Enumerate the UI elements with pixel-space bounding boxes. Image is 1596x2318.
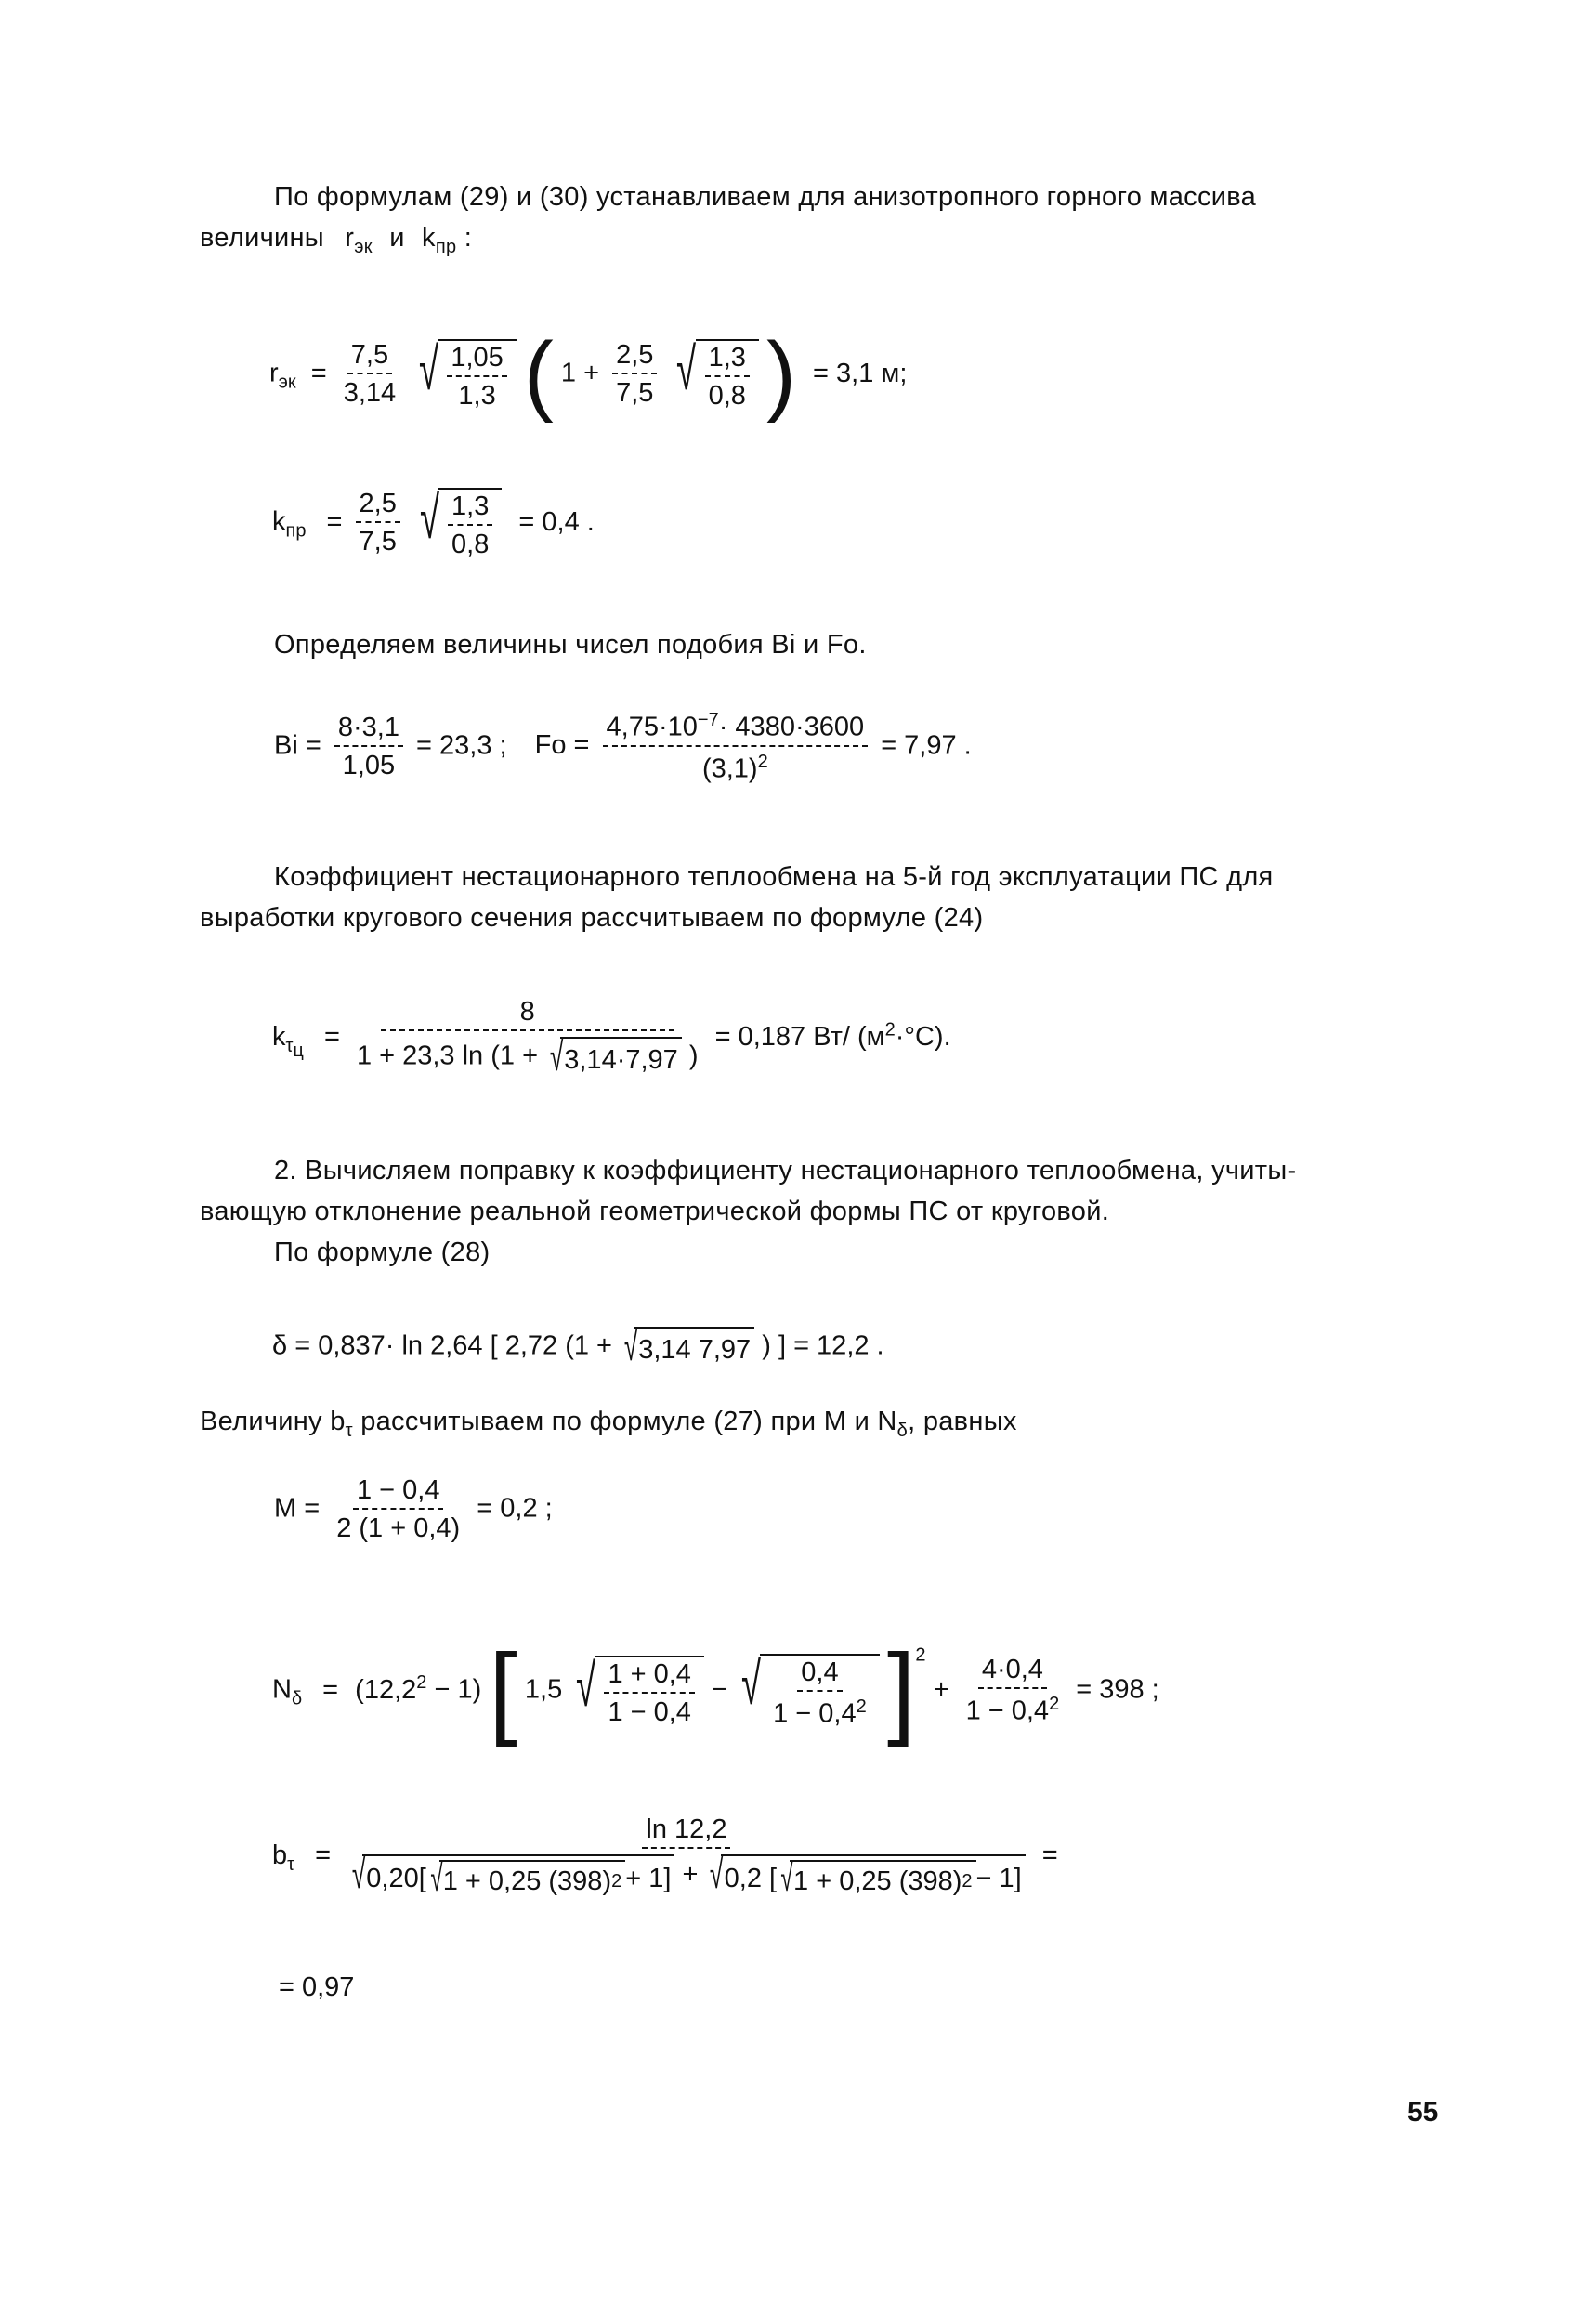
formula-n-delta: $N_\delta = (12,2^2 - 1)$ [ 1,5 √ $\frac{1 + 0,4}{1 - 0,4}$ − √ $\frac{0,4}{1 - 0,4^2}$ ]$^2$ + $\frac{4\cdot 0,4}{1 - 0,4^2}$ = 398 ; <box>272 1633 1159 1748</box>
intro-line1: По формулам (29) и (30) устанавливаем для анизотропного горного массива <box>274 182 1257 212</box>
sqrt: √ $\frac{1,05}{1,3}$ <box>412 339 517 410</box>
formula-b-tau: $b_\tau$ = ln 12,2 √ 0,20[ √ 1 + 0,25 (398) 2 + 1] + √ 0,2 [ √ 1 + 0,25 (398) 2 − 1] = <box>272 1814 1058 1899</box>
formula-k-pr: $k_{пр}$ = $\frac{2,5}{7,5}$ √ $\frac{1,3}{0,8}$ = 0,4 . <box>272 484 595 559</box>
fraction: $\frac{7,5}{3,14}$ <box>343 340 397 408</box>
formula-bi-fo: Bi = $\frac{8\cdot 3,1}{1,05}$ = 23,3 ; Fo = $\frac{4,75\cdot 10^{-7}\cdot 4380\cdot 3600}{(3,1)^2}$ = 7,97 . <box>274 710 972 784</box>
page-number: 55 <box>1407 2097 1439 2128</box>
similarity-paragraph: Определяем величины чисел подобия Bi и Fo. <box>274 630 867 660</box>
formula-b-tau-result: = 0,97 <box>279 1972 355 2002</box>
formula-r-ek: $r_{эк}$ = $\frac{7,5}{3,14}$ √ $\frac{1,05}{1,3}$ ( 1 + $\frac{2,5}{7,5}$ √ $\frac{1,3}{0,8}$ ) = 3,1 м; <box>269 324 908 424</box>
formula-k-tau: $k_{\tau_ц}$ = 8 1 + 23,3 ln (1 + √ 3,14·7,97 ) = 0,187 Вт/ $(м^2\cdot^\circ C)$. <box>272 997 951 1080</box>
formula-m: M = $\frac{1 - 0,4}{2 (1 + 0,4)}$ = 0,2 ; <box>274 1475 553 1543</box>
b-tau-paragraph: Величину $b_\tau$ рассчитываем по формуле (27) при М и $N_\delta$, равных <box>200 1407 1017 1441</box>
section-2-paragraph: 2. Вычисляем поправку к коэффициенту нестационарного теплообмена, учиты- вающую отклонение реальной геометрической формы ПС от круговой. По формуле (28) <box>200 1156 1297 1267</box>
intro-line2: величины $r_{эк}$ и $k_{пр}$ : <box>200 223 473 257</box>
coefficient-paragraph: Коэффициент нестационарного теплообмена на 5-й год эксплуатации ПС для выработки кругового сечения рассчитываем по формуле (24) <box>200 862 1274 933</box>
formula-delta: δ = 0,837· ln 2,64 [ 2,72 (1 + √ 3,14 7,97 ) ] = 12,2 . <box>272 1324 884 1369</box>
intro-paragraph <box>200 177 1445 268</box>
